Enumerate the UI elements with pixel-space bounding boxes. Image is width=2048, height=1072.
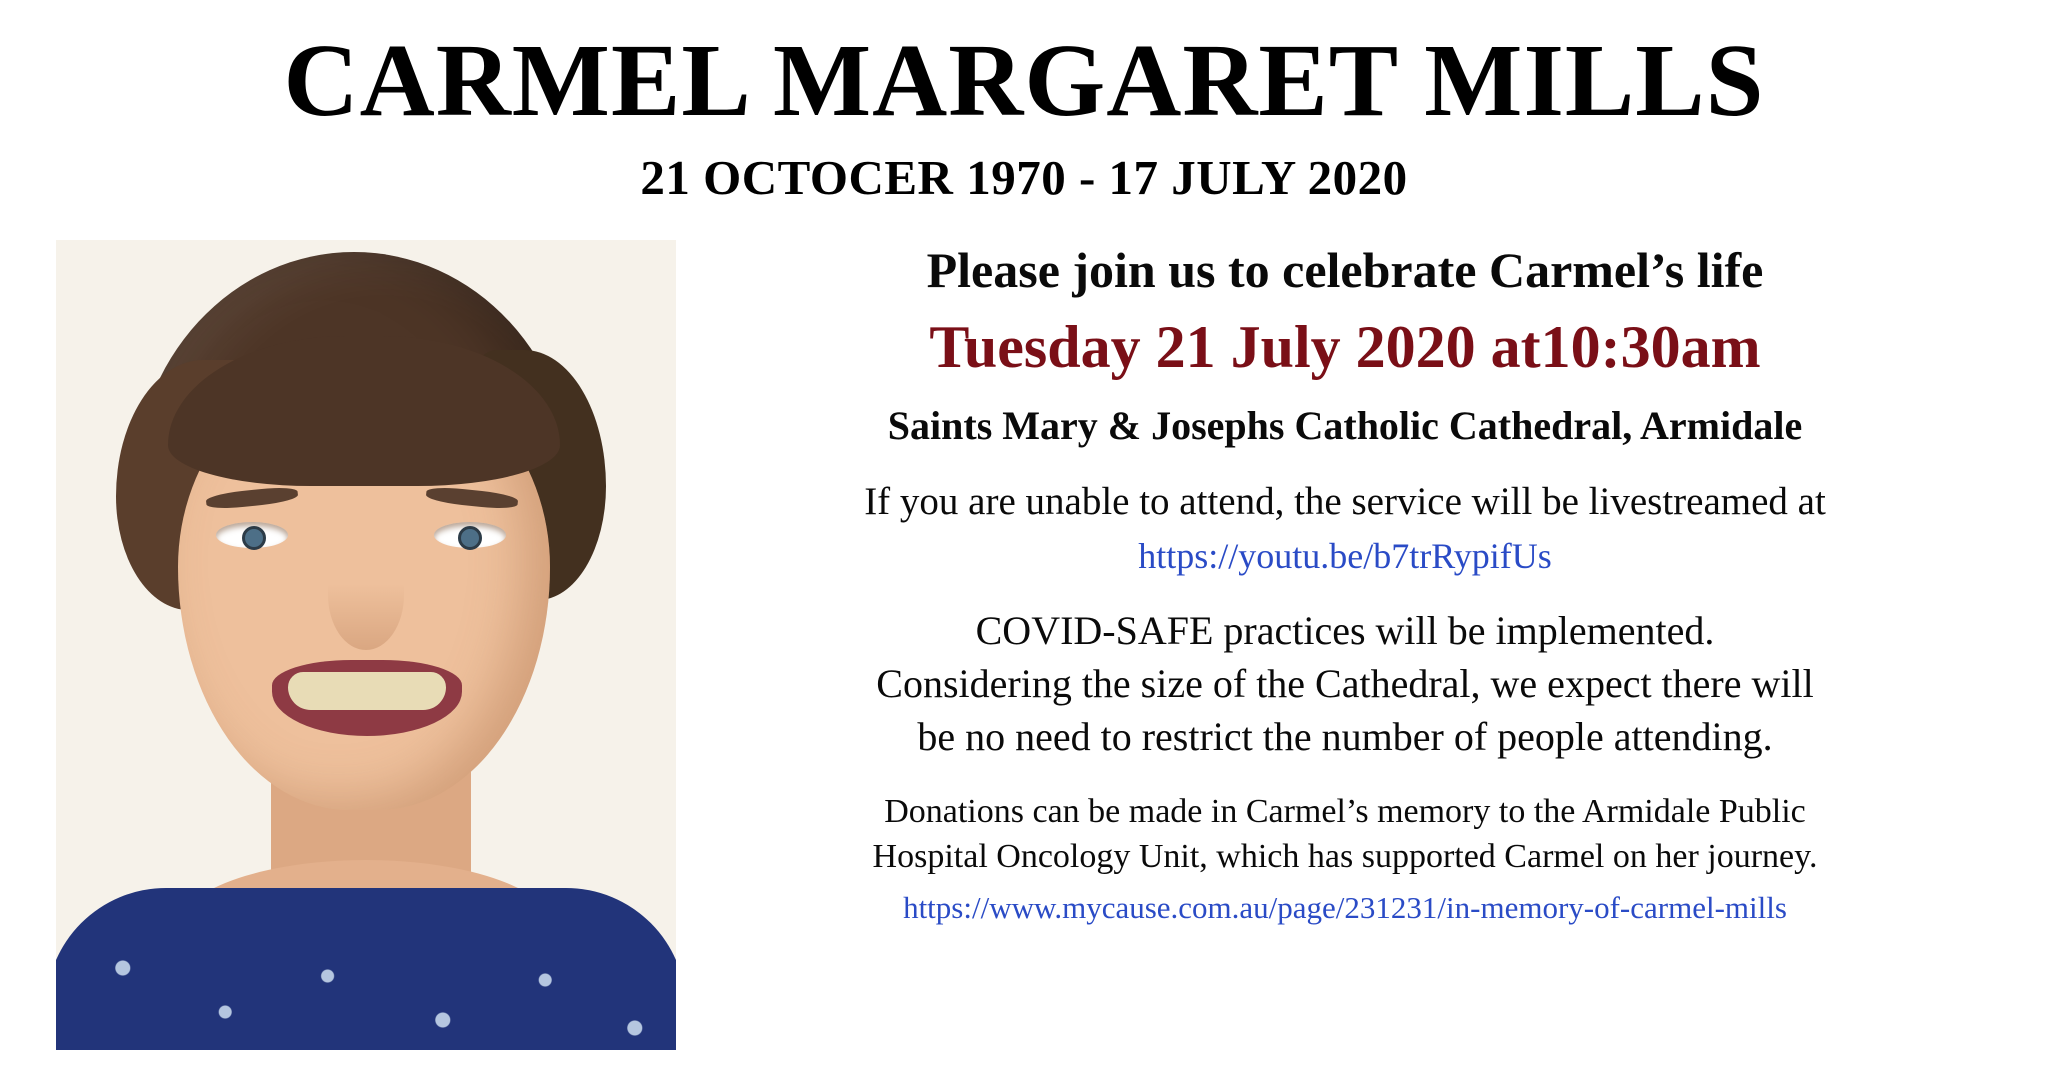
portrait-teeth [288,672,446,710]
donations-line-2: Hospital Oncology Unit, which has supported Carmel on her journey. [872,837,1818,875]
covid-line-3: be no need to restrict the number of people attending. [917,714,1773,760]
portrait-iris-left [242,526,266,550]
donations-link[interactable]: https://www.mycause.com.au/page/231231/in-memory-of-carmel-mills [903,889,1787,925]
notice-body [0,206,2048,1050]
notice-text-column [676,224,2008,928]
portrait-photo [56,240,676,1050]
portrait-container [56,224,676,1050]
donations-line-1: Donations can be made in Carmel’s memory to the Armidale Public [884,792,1806,830]
livestream-text: If you are unable to attend, the service will be livestreamed at [864,479,1826,523]
page-title: CARMEL MARGARET MILLS [283,23,1765,138]
life-dates: 21 OCTOCER 1970 - 17 JULY 2020 [640,150,1408,206]
notice-header [0,0,2048,206]
portrait-blouse-pattern [56,888,676,1050]
donations-notice [700,790,1990,929]
invitation-line: Please join us to celebrate Carmel’s life [926,242,1764,299]
venue-line: Saints Mary & Josephs Catholic Cathedral, Armidale [887,402,1803,448]
covid-notice [700,605,1990,763]
portrait-iris-right [458,526,482,550]
covid-line-2: Considering the size of the Cathedral, we expect there will [876,661,1814,707]
service-datetime: Tuesday 21 July 2020 at10:30am [929,313,1761,380]
covid-line-1: COVID-SAFE practices will be implemented. [975,608,1715,654]
portrait-nose [328,540,404,650]
livestream-link[interactable]: https://youtu.be/b7trRypifUs [1138,536,1552,577]
